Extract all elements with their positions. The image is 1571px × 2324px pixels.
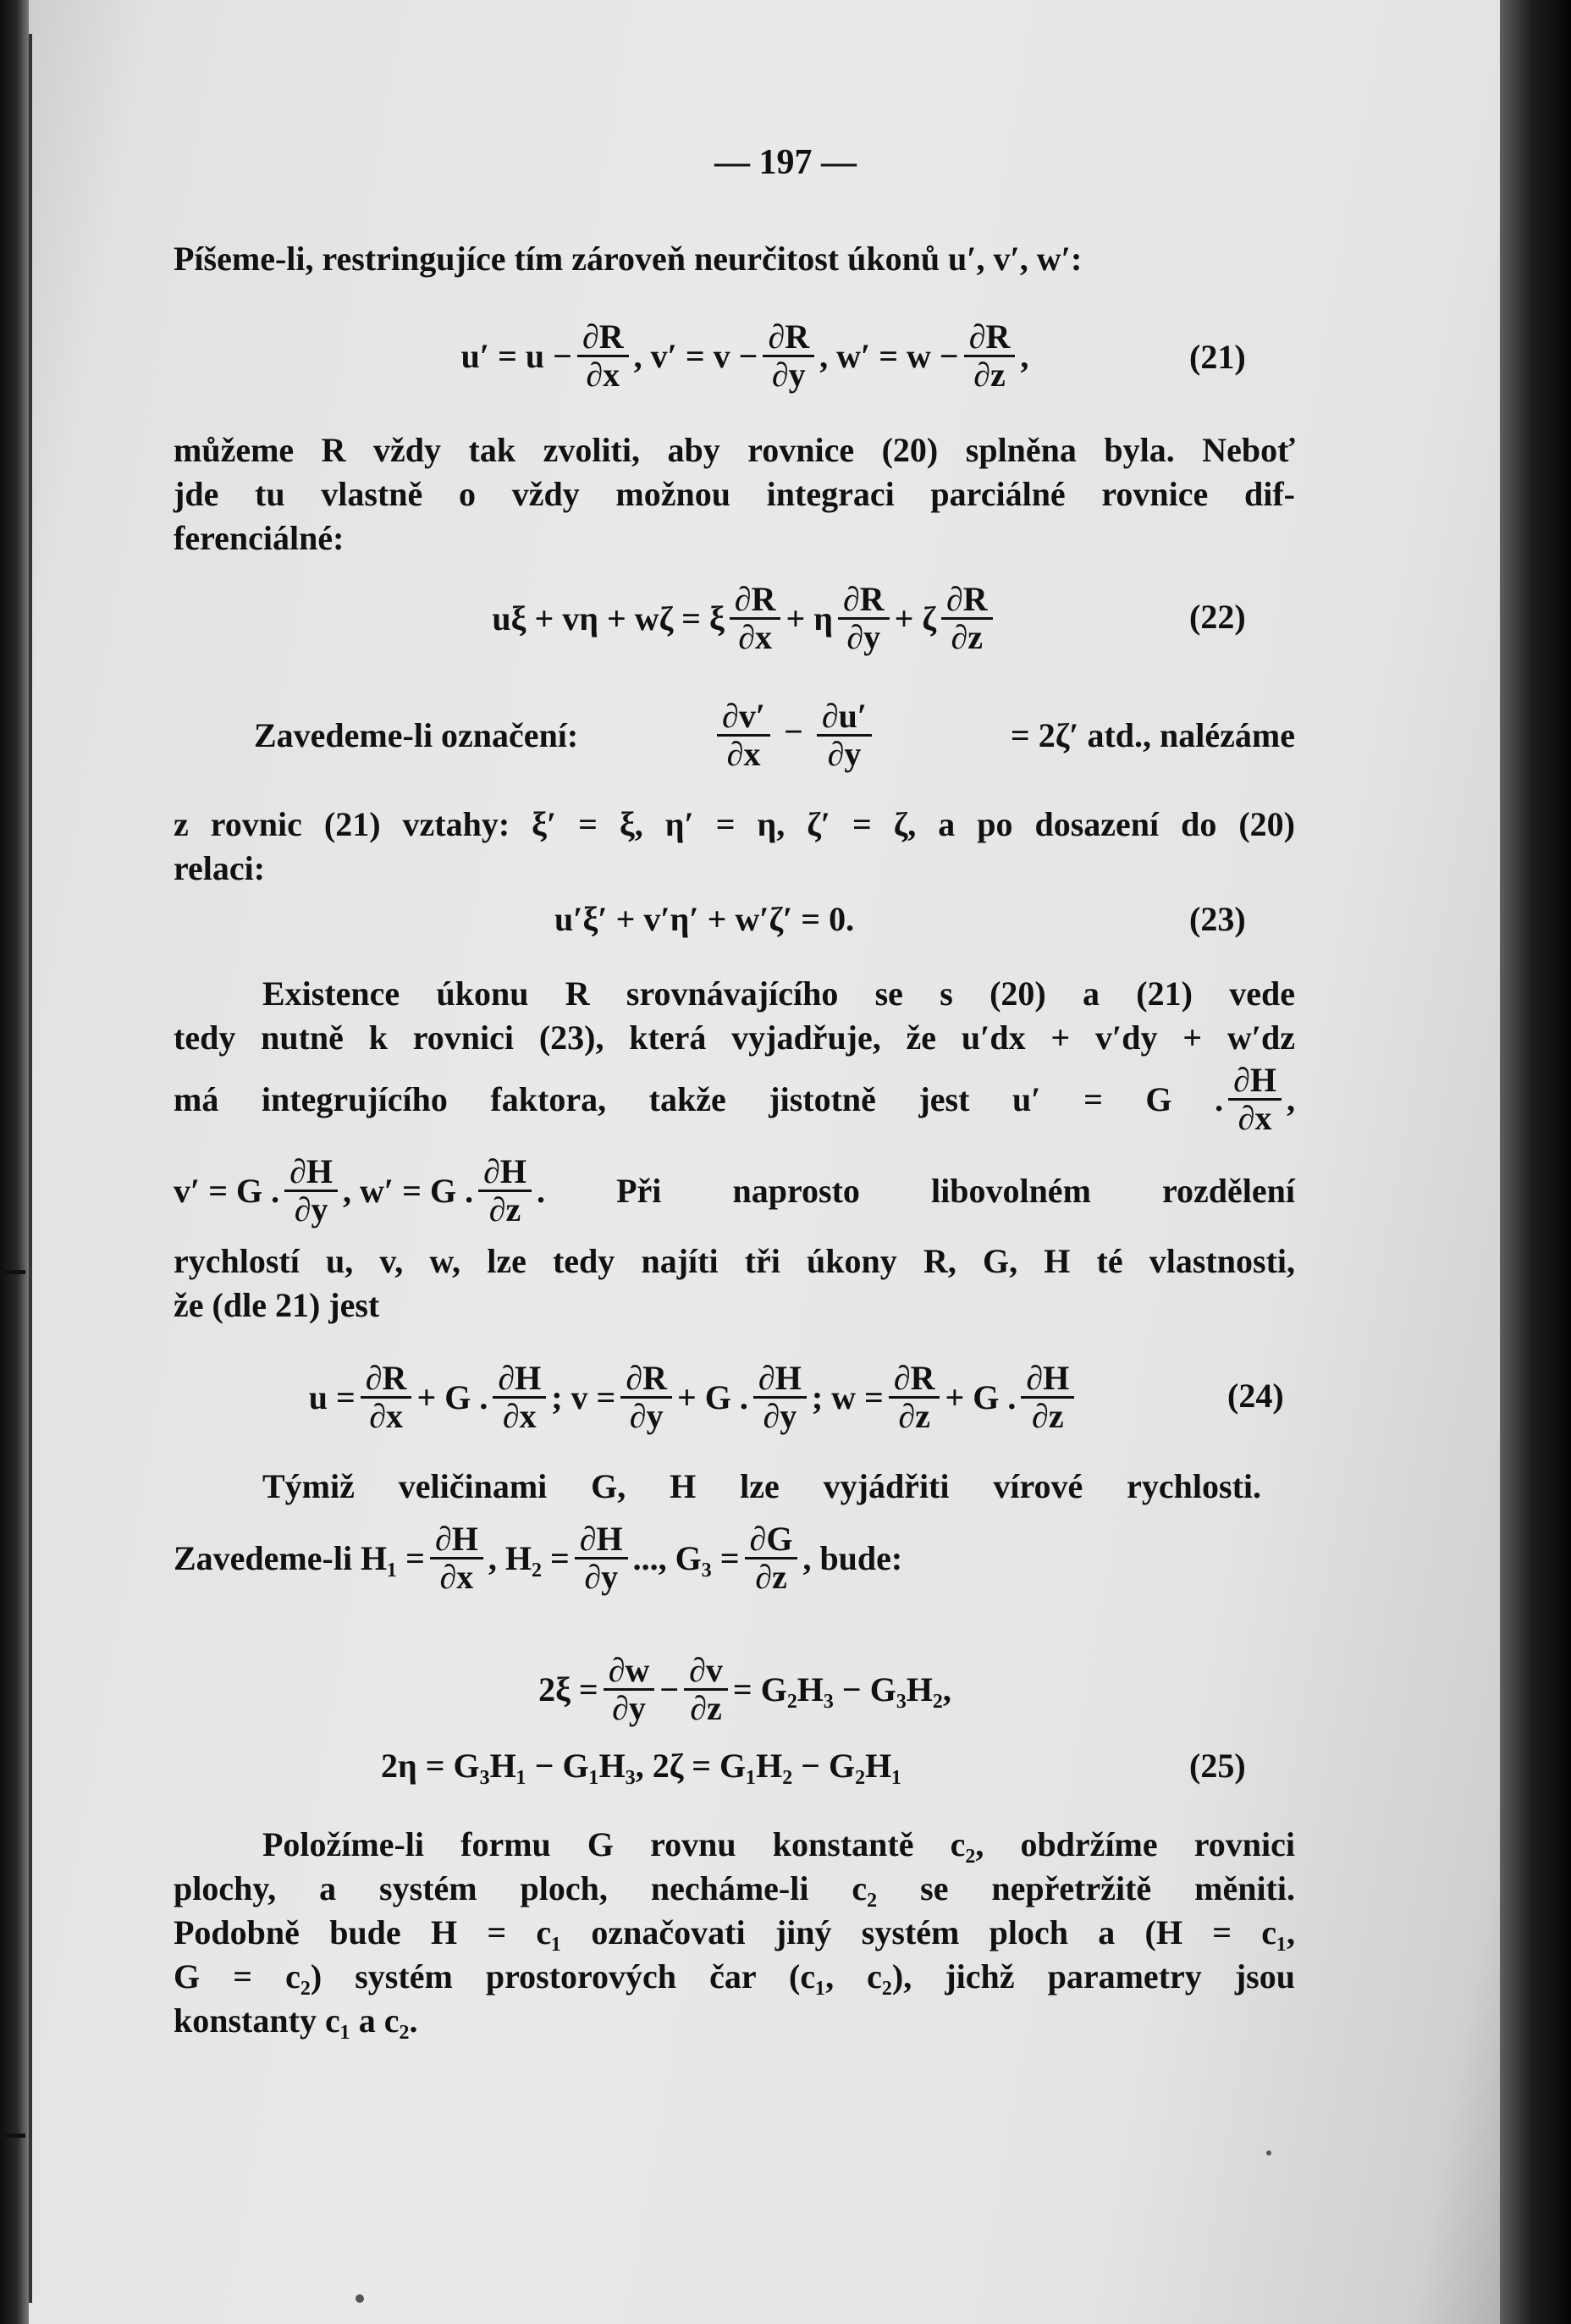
eq-part: , v′ = v − (633, 336, 758, 375)
fraction: ∂H ∂y (284, 1154, 338, 1228)
text-fragment: , H₂ = (488, 1538, 570, 1577)
eq-part: 2ξ = (538, 1670, 598, 1708)
fraction: ∂H ∂z (1021, 1361, 1074, 1434)
eq-part: − (659, 1670, 680, 1708)
equation-25b: 2η = G₃H₁ − G₁H₃, 2ζ = G₁H₂ − G₂H₁ (381, 1747, 902, 1785)
text-fragment: , bude: (802, 1538, 903, 1577)
text-line: relaci: (174, 849, 266, 887)
text-line: Existence úkonu R srovnávajícího se s (20) a (21) vede (262, 974, 1295, 1013)
eq-part: + G . (416, 1377, 488, 1416)
text-fragment: má integrujícího faktora, takže jistotně jest u′ = G . (174, 1079, 1224, 1118)
fraction: ∂R ∂z (941, 582, 993, 655)
eq-part: u = (308, 1377, 356, 1416)
fraction: ∂R ∂x (730, 582, 781, 655)
page-right-edge (1500, 0, 1571, 2324)
text-line: jde tu vlastně o vždy možnou integraci parciálné rovnice dif- (174, 475, 1295, 513)
fraction: $\frac{\partial R}{\partial y}$ (763, 319, 814, 393)
text-fragment: = 2ζ′ atd., nalézáme (1010, 715, 1295, 754)
comma: , (1287, 1079, 1295, 1118)
speck (356, 2294, 364, 2303)
eq-part: ; w = (811, 1377, 884, 1416)
inline-math (712, 698, 877, 772)
equation-21 (169, 305, 1320, 406)
fraction: $\frac{\partial v'}{\partial x}$ (717, 698, 770, 772)
equation-22 (169, 567, 1320, 669)
equation-number: (22) (1189, 598, 1246, 636)
eq-part: + G . (677, 1377, 748, 1416)
eq-part: + G . (945, 1377, 1017, 1416)
equation-number: (24) (1227, 1377, 1284, 1415)
edge-mark (0, 1270, 25, 1274)
eq-part: u′ = u − (460, 336, 572, 375)
fraction: $\frac{\partial R}{\partial y}$ (620, 1361, 672, 1434)
text-line: rychlostí u, v, w, lze tedy najíti tři úkony R, G, H té vlastnosti, (174, 1242, 1295, 1280)
equation-number: (21) (1189, 338, 1246, 376)
eq-part: ; v = (551, 1377, 616, 1416)
eq-part: , (1020, 336, 1029, 375)
equation-24 (174, 1346, 1215, 1448)
text-line (174, 1057, 1295, 1141)
text-line: plochy, a systém ploch, necháme-li c₂ se nepřetržitě měniti. (174, 1869, 1295, 1907)
text-line: Píšeme-li, restringujíce tím zároveň neurčitost úkonů u′, v′, w′: (174, 240, 1083, 278)
eq-part: = G₂H₃ − G₃H₂, (732, 1670, 951, 1708)
text-line: ferenciálné: (174, 519, 345, 557)
fraction: ∂H ∂y (753, 1361, 807, 1434)
page-left-edge (0, 0, 29, 2324)
fraction: $\frac{\partial R}{\partial z}$ (889, 1361, 940, 1434)
text-line: konstanty c₁ a c₂. (174, 2001, 418, 2040)
text-line: G = c₂) systém prostorových čar (c₁, c₂), jichž parametry jsou (174, 1957, 1295, 1996)
eq-part: , w′ = w − (819, 336, 959, 375)
fraction: ∂H ∂x (493, 1361, 546, 1434)
text-line: tedy nutně k rovnici (23), která vyjadřuje, že u′dx + v′dy + w′dz (174, 1018, 1295, 1057)
text-line: Týmiž veličinami G, H lze vyjádřiti vírové rychlosti. (262, 1467, 1261, 1505)
fraction: ∂H ∂z (478, 1154, 532, 1228)
fraction: $\frac{\partial H}{\partial x}$ (430, 1521, 483, 1595)
eq-part: + ζ (894, 599, 936, 638)
text-fragment: ..., G₃ = (632, 1538, 740, 1577)
text-line: že (dle 21) jest (174, 1286, 380, 1324)
text-line: z rovnic (21) vztahy: ξ′ = ξ, η′ = η, ζ′ = ζ, a po dosazení do (20) (174, 805, 1295, 843)
minus-sign: − (784, 712, 803, 751)
fraction: $\frac{\partial G}{\partial z}$ (745, 1521, 798, 1595)
text-line: Podobně bude H = c₁ označovati jiný systém ploch a (H = c₁, (174, 1913, 1295, 1951)
fraction: $\frac{\partial R}{\partial x}$ (361, 1361, 412, 1434)
text-line (174, 1515, 902, 1600)
page-number: — 197 — (714, 143, 857, 182)
equation-number: (23) (1189, 900, 1246, 938)
eq-part: + η (786, 599, 833, 638)
fraction: $\frac{\partial w}{\partial y}$ (604, 1653, 655, 1726)
equation-23: u′ξ′ + v′η′ + w′ζ′ = 0. (554, 900, 855, 938)
text-line (174, 1148, 1295, 1233)
text-fragment: v′ = G . (174, 1171, 280, 1210)
fraction: $\frac{\partial v}{\partial z}$ (684, 1653, 728, 1726)
text-fragment: , w′ = G . (343, 1171, 474, 1210)
fraction: $\frac{\partial u'}{\partial y}$ (817, 698, 872, 772)
binding-line (29, 34, 32, 2303)
text-line (254, 693, 1295, 777)
text-fragment: . Při naprosto libovolném rozdělení (536, 1171, 1295, 1210)
equation-number: (25) (1189, 1747, 1246, 1785)
text-line: můžeme R vždy tak zvoliti, aby rovnice (20) splněna byla. Neboť (174, 431, 1295, 469)
edge-mark (0, 2134, 25, 2138)
text-fragment: Zavedeme-li H₁ = (174, 1538, 425, 1577)
fraction: ∂R ∂y (838, 582, 890, 655)
text-line: Položíme-li formu G rovnu konstantě c₂, obdržíme rovnici (262, 1825, 1295, 1863)
fraction: $\frac{\partial H}{\partial y}$ (575, 1521, 628, 1595)
equation-25a (169, 1638, 1320, 1740)
fraction: $\frac{\partial R}{\partial x}$ (577, 319, 629, 393)
eq-part: uξ + vη + wζ = ξ (492, 599, 725, 638)
fraction: ∂H ∂x (1228, 1063, 1282, 1136)
fraction: $\frac{\partial R}{\partial z}$ (964, 319, 1016, 393)
speck (1266, 2150, 1271, 2156)
text-fragment: Zavedeme-li označení: (254, 715, 579, 754)
